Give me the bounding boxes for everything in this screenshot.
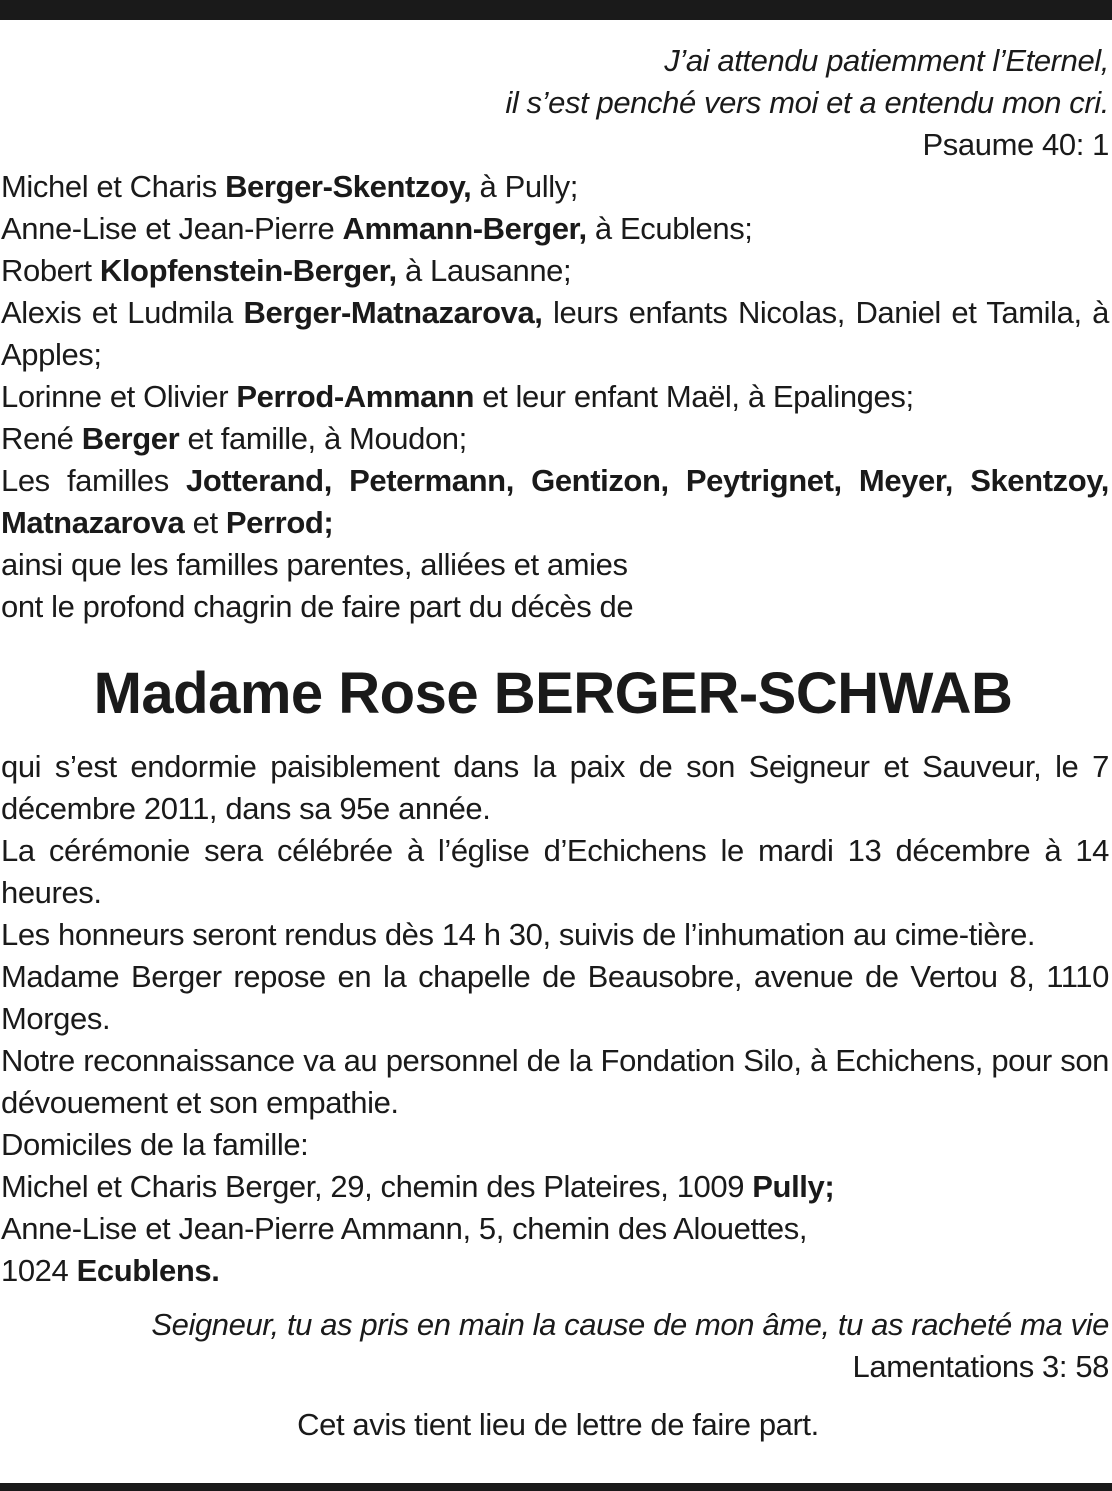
family-line-2-place: à Ecublens; xyxy=(586,211,753,246)
family-line-1 xyxy=(1,166,1109,208)
intro-line-1: ainsi que les familles parentes, alliées et amies xyxy=(1,547,628,582)
family-line-2 xyxy=(1,208,1109,250)
families-line-conjunction: et xyxy=(184,505,226,540)
bottom-border-rule xyxy=(0,1483,1112,1491)
domicile-address-2-postcode: 1024 xyxy=(1,1253,77,1288)
body-paragraph-4: Madame Berger repose en la chapelle de Beausobre, avenue de Vertou 8, 1110 Morges. xyxy=(1,959,1109,1036)
family-line-2-text: Anne-Lise et Jean-Pierre xyxy=(1,211,343,246)
family-line-1-place: à Pully; xyxy=(471,169,578,204)
family-line-4-surname: Berger-Matnazarova, xyxy=(243,295,543,330)
family-line-1-text: Michel et Charis xyxy=(1,169,226,204)
domicile-address-2-line-2 xyxy=(1,1250,1109,1292)
families-line-last-name: Perrod; xyxy=(225,505,334,540)
domiciles-heading: Domiciles de la famille: xyxy=(1,1127,309,1162)
family-line-5-text: Lorinne et Olivier xyxy=(1,379,237,414)
top-border-rule xyxy=(0,0,1112,20)
domicile-address-2-line-1: Anne-Lise et Jean-Pierre Ammann, 5, chemin des Alouettes, xyxy=(1,1211,808,1246)
family-line-3-place: à Lausanne; xyxy=(396,253,572,288)
family-line-6-surname: Berger xyxy=(81,421,180,456)
families-line-text: Les familles xyxy=(1,463,187,498)
family-line-6-place: et famille, à Moudon; xyxy=(179,421,467,456)
closing-quote: Seigneur, tu as pris en main la cause de mon âme, tu as racheté ma vie xyxy=(151,1307,1109,1342)
footer-note: Cet avis tient lieu de lettre de faire part. xyxy=(297,1407,819,1442)
family-line-6-text: René xyxy=(1,421,82,456)
body-paragraph-1: qui s’est endormie paisiblement dans la paix de son Seigneur et Sauveur, le 7 décembre 2011, dans sa 95e année. xyxy=(1,749,1109,826)
family-line-6 xyxy=(1,418,1109,460)
family-line-4-place: leurs enfants Nicolas, Daniel et Tamila, à Apples; xyxy=(1,295,1109,372)
epigraph-reference: Psaume 40: 1 xyxy=(922,127,1109,162)
domicile-address-1-town: Pully; xyxy=(752,1169,835,1204)
domicile-address-2-town: Ecublens. xyxy=(76,1253,220,1288)
body-paragraph-5: Notre reconnaissance va au personnel de la Fondation Silo, à Echichens, pour son dévouement et son empathie. xyxy=(1,1043,1109,1120)
body-paragraph-3: Les honneurs seront rendus dès 14 h 30, suivis de l’inhumation au cime-tière. xyxy=(1,917,1036,952)
family-line-3 xyxy=(1,250,1109,292)
deceased-name: Madame Rose BERGER-SCHWAB xyxy=(93,661,1013,726)
domicile-address-1-text: Michel et Charis Berger, 29, chemin des Plateires, 1009 xyxy=(1,1169,753,1204)
family-line-2-surname: Ammann-Berger, xyxy=(342,211,587,246)
domicile-address-1 xyxy=(1,1166,1109,1208)
family-list xyxy=(1,166,1109,544)
family-line-5 xyxy=(1,376,1109,418)
epigraph-line-1: J’ai attendu patiemment l’Eternel, xyxy=(664,43,1109,78)
family-line-3-surname: Klopfenstein-Berger, xyxy=(99,253,397,288)
families-line-names: Jotterand, Petermann, Gentizon, Peytrignet, Meyer, Skentzoy, Matnazarova xyxy=(1,463,1110,540)
intro-line-2: ont le profond chagrin de faire part du décès de xyxy=(1,589,634,624)
obituary-notice xyxy=(1,40,1109,1446)
family-line-4 xyxy=(1,292,1109,376)
family-line-1-surname: Berger-Skentzoy, xyxy=(225,169,472,204)
families-line xyxy=(1,460,1109,544)
family-line-4-text: Alexis et Ludmila xyxy=(1,295,244,330)
epigraph-quote xyxy=(1,40,1109,124)
domiciles-block xyxy=(1,1124,1109,1292)
family-line-3-text: Robert xyxy=(1,253,100,288)
family-line-5-place: et leur enfant Maël, à Epalinges; xyxy=(474,379,914,414)
body-paragraph-2: La cérémonie sera célébrée à l’église d’Echichens le mardi 13 décembre à 14 heures. xyxy=(1,833,1109,910)
epigraph-line-2: il s’est penché vers moi et a entendu mon cri. xyxy=(505,85,1109,120)
family-line-5-surname: Perrod-Ammann xyxy=(236,379,475,414)
closing-reference: Lamentations 3: 58 xyxy=(852,1349,1109,1384)
